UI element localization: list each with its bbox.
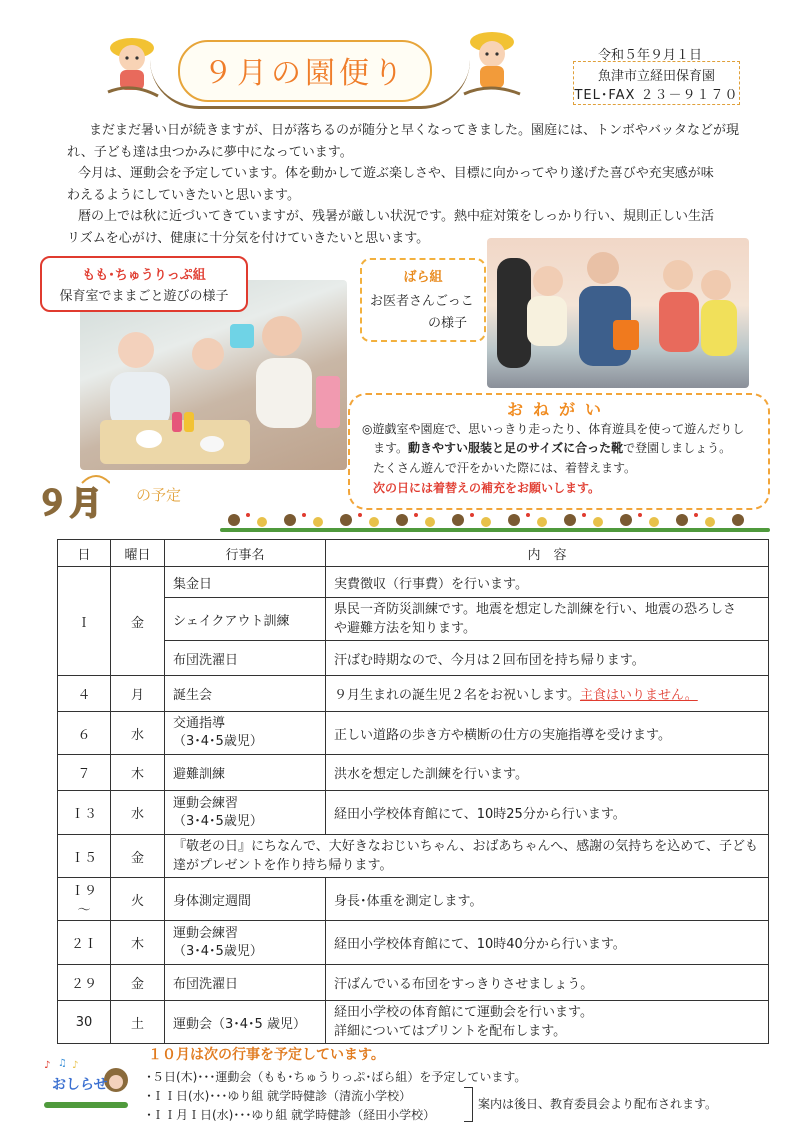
cell-day: Ｉ bbox=[58, 567, 111, 676]
cell-event: 避難訓練 bbox=[165, 755, 326, 791]
child-figure bbox=[118, 332, 154, 368]
cell-content bbox=[165, 835, 769, 878]
photo-label-momo bbox=[40, 256, 248, 312]
cell-weekday: 金 bbox=[111, 965, 165, 1001]
content-line: 達がプレゼントを作り持ち帰ります。 bbox=[173, 858, 393, 873]
child-figure bbox=[701, 300, 737, 356]
table-row bbox=[58, 921, 769, 965]
cell-content: 身長･体重を測定します。 bbox=[326, 878, 769, 921]
intro-line: 暦の上では秋に近づいてきていますが、残暑が厳しい状況です。熱中症対策をしっかり行い、規則正しい生活 bbox=[78, 209, 714, 224]
cell-event: 運動会（3･4･5 歳児） bbox=[165, 1001, 326, 1044]
request-line: たくさん遊んで汗をかいた際には、着替えます。 bbox=[373, 461, 637, 475]
child-figure bbox=[533, 266, 563, 296]
cell-weekday: 月 bbox=[111, 676, 165, 712]
cell-event: 集金日 bbox=[165, 567, 326, 598]
cell-event bbox=[165, 791, 326, 835]
event-line: （3･4･5歳児） bbox=[173, 734, 263, 749]
october-notice-title: １０月は次の行事を予定しています。 bbox=[148, 1047, 385, 1063]
toy-bottle bbox=[184, 412, 194, 432]
request-emphasis: 動きやすい服装と足のサイズに合った靴 bbox=[408, 441, 624, 455]
cell-day: 30 bbox=[58, 1001, 111, 1044]
pink-shelf bbox=[316, 376, 340, 428]
orange-bag bbox=[613, 320, 639, 350]
photo-caption: お医者さんごっこ bbox=[370, 294, 474, 309]
request-title: おねがい bbox=[506, 400, 611, 419]
page-title: ９月の園便り bbox=[203, 56, 407, 91]
event-line: （3･4･5歳児） bbox=[173, 943, 263, 959]
cell-weekday: 木 bbox=[111, 921, 165, 965]
table-row bbox=[58, 965, 769, 1001]
child-figure bbox=[262, 316, 302, 356]
child-figure bbox=[663, 260, 693, 290]
cell-day: ７ bbox=[58, 755, 111, 791]
title-banner bbox=[178, 40, 432, 102]
cell-content: 経田小学校体育館にて、10時40分から行います。 bbox=[326, 921, 769, 965]
child-with-hat-icon bbox=[460, 24, 524, 102]
table-row bbox=[58, 641, 769, 676]
table-row bbox=[58, 712, 769, 755]
photo-bara-class bbox=[487, 238, 749, 388]
table-row bbox=[58, 1001, 769, 1044]
request-line: ◎遊戯室や園庭で、思いっきり走ったり、体育遊具を使って遊んだりし bbox=[362, 422, 745, 436]
schedule-month-label: ９月 bbox=[36, 484, 105, 522]
class-name: もも･ちゅうりっぷ組 bbox=[82, 268, 206, 283]
photo-caption: 保育室でままごと遊びの様子 bbox=[59, 289, 229, 304]
cell-weekday: 土 bbox=[111, 1001, 165, 1044]
notice-item: ･５日(木)･･･運動会（もも･ちゅうりっぷ･ばら組）を予定しています。 bbox=[146, 1070, 527, 1084]
cell-event: 誕生会 bbox=[165, 676, 326, 712]
toy-bowl bbox=[200, 436, 224, 452]
cell-content bbox=[326, 598, 769, 641]
school-info-box bbox=[573, 61, 740, 105]
event-line: 交通指導 bbox=[173, 716, 226, 731]
cell-content bbox=[326, 1001, 769, 1044]
school-tel: TEL･FAX ２３－９１７０ bbox=[574, 88, 739, 103]
notice-note: 案内は後日、教育委員会より配布されます。 bbox=[478, 1097, 718, 1111]
intro-paragraph-1 bbox=[67, 120, 767, 249]
svg-text:♪: ♪ bbox=[72, 1060, 79, 1071]
child-figure bbox=[527, 296, 567, 346]
cell-day: Ｉ５ bbox=[58, 835, 111, 878]
photo-caption: の様子 bbox=[428, 316, 468, 331]
cell-event: シェイクアウト訓練 bbox=[165, 598, 326, 641]
issue-date: 令和５年９月１日 bbox=[598, 48, 703, 63]
table-row bbox=[58, 676, 769, 712]
cell-day: ４ bbox=[58, 676, 111, 712]
cell-weekday: 水 bbox=[111, 791, 165, 835]
cell-weekday: 木 bbox=[111, 755, 165, 791]
intro-line: まだまだ暑い日が続きますが、日が落ちるのが随分と早くなってきました。園庭には、トンボやバッタなどが現 bbox=[89, 123, 740, 138]
cell-content: 正しい道路の歩き方や横断の仕方の実施指導を受けます。 bbox=[326, 712, 769, 755]
header-weekday: 曜日 bbox=[111, 540, 165, 567]
request-text: ます。 bbox=[373, 441, 409, 455]
cell-event bbox=[165, 921, 326, 965]
intro-line: わえるようにしていきたいと思います。 bbox=[67, 187, 300, 203]
school-name: 魚津市立経田保育園 bbox=[597, 69, 715, 84]
table-header-row bbox=[58, 540, 769, 567]
content-line: 県民一斉防災訓練です。地震を想定した訓練を行い、地震の恐ろしさ bbox=[334, 602, 736, 617]
notice-label: おしらせ bbox=[52, 1077, 108, 1093]
cell-content bbox=[326, 676, 769, 712]
toy-block bbox=[230, 324, 254, 348]
cell-day: ２Ｉ bbox=[58, 921, 111, 965]
content-highlight: 主食はいりません。 bbox=[579, 688, 698, 703]
toy-bottle bbox=[172, 412, 182, 432]
notice-item: ･ＩＩ日(水)･･･ゆり組 就学時健診（清流小学校） bbox=[146, 1089, 412, 1103]
event-line: 運動会練習 bbox=[173, 925, 239, 941]
cell-day: Ｉ３ bbox=[58, 791, 111, 835]
cell-day: Ｉ９～ bbox=[58, 878, 111, 921]
content-line: 経田小学校の体育館にて運動会を行います。 bbox=[334, 1005, 593, 1020]
content-line: や避難方法を知ります。 bbox=[334, 621, 476, 636]
child-figure bbox=[192, 338, 224, 370]
animal-band-icon bbox=[220, 510, 770, 532]
request-box bbox=[348, 393, 770, 510]
child-figure bbox=[659, 292, 699, 352]
table-row bbox=[58, 835, 769, 878]
class-name: ばら組 bbox=[403, 270, 443, 285]
teacher-figure bbox=[587, 252, 619, 284]
cell-weekday: 金 bbox=[111, 835, 165, 878]
teacher-figure bbox=[497, 258, 531, 368]
intro-line: 今月は、運動会を予定しています。体を動かして遊ぶ楽しさや、目標に向かってやり遂げた喜びや充実感が味 bbox=[78, 166, 714, 181]
cell-weekday: 金 bbox=[111, 567, 165, 676]
schedule-subtitle: の予定 bbox=[136, 486, 182, 504]
cell-weekday: 火 bbox=[111, 878, 165, 921]
cell-event: 身体測定週間 bbox=[165, 878, 326, 921]
toy-bowl bbox=[136, 430, 162, 448]
cell-content: 汗ばんでいる布団をすっきりさせましょう。 bbox=[326, 965, 769, 1001]
request-text: で登園しましょう。 bbox=[623, 441, 732, 455]
intro-line: リズムを心がけ、健康に十分気を付けていきたいと思います。 bbox=[67, 230, 430, 246]
header-day: 日 bbox=[58, 540, 111, 567]
request-line-red: 次の日には着替えの補充をお願いします。 bbox=[373, 481, 601, 495]
content-line: 詳細についてはプリントを配布します。 bbox=[334, 1024, 567, 1039]
child-figure bbox=[701, 270, 731, 300]
svg-text:♫: ♫ bbox=[58, 1058, 67, 1069]
cell-content: 実費徴収（行事費）を行います。 bbox=[326, 567, 769, 598]
content-line: 『敬老の日』にちなんで、大好きなおじいちゃん、おばあちゃんへ、感謝の気持ちを込めて、子ども bbox=[173, 839, 759, 854]
svg-text:♪: ♪ bbox=[44, 1060, 51, 1071]
header-illustration-right bbox=[460, 24, 524, 102]
bracket-divider bbox=[464, 1087, 473, 1122]
notice-item: ･ＩＩ月Ｉ日(水)･･･ゆり組 就学時健診（経田小学校） bbox=[146, 1108, 436, 1122]
photo-label-bara bbox=[360, 258, 486, 342]
table-row bbox=[58, 755, 769, 791]
table-row bbox=[58, 791, 769, 835]
header-event: 行事名 bbox=[165, 540, 326, 567]
request-line bbox=[373, 439, 731, 458]
child-figure bbox=[256, 358, 312, 428]
cell-content: 洪水を想定した訓練を行います。 bbox=[326, 755, 769, 791]
cell-day: ２９ bbox=[58, 965, 111, 1001]
header-content: 内 容 bbox=[326, 540, 769, 567]
content-text: ９月生まれの誕生児２名をお祝いします。 bbox=[334, 688, 580, 703]
table-row bbox=[58, 567, 769, 598]
cell-event: 布団洗濯日 bbox=[165, 641, 326, 676]
cell-content: 汗ばむ時期なので、今月は２回布団を持ち帰ります。 bbox=[326, 641, 769, 676]
table-row bbox=[58, 878, 769, 921]
decoration-strip bbox=[220, 510, 770, 532]
cell-event: 布団洗濯日 bbox=[165, 965, 326, 1001]
event-line: 運動会練習 bbox=[173, 795, 239, 811]
cell-content: 経田小学校体育館にて、10時25分から行います。 bbox=[326, 791, 769, 835]
table-row bbox=[58, 598, 769, 641]
event-line: （3･4･5歳児） bbox=[173, 813, 263, 829]
schedule-table bbox=[57, 539, 769, 1044]
cell-event bbox=[165, 712, 326, 755]
intro-line: れ、子ども達は虫つかみに夢中になっています。 bbox=[67, 144, 353, 160]
cell-weekday: 水 bbox=[111, 712, 165, 755]
cell-day: ６ bbox=[58, 712, 111, 755]
